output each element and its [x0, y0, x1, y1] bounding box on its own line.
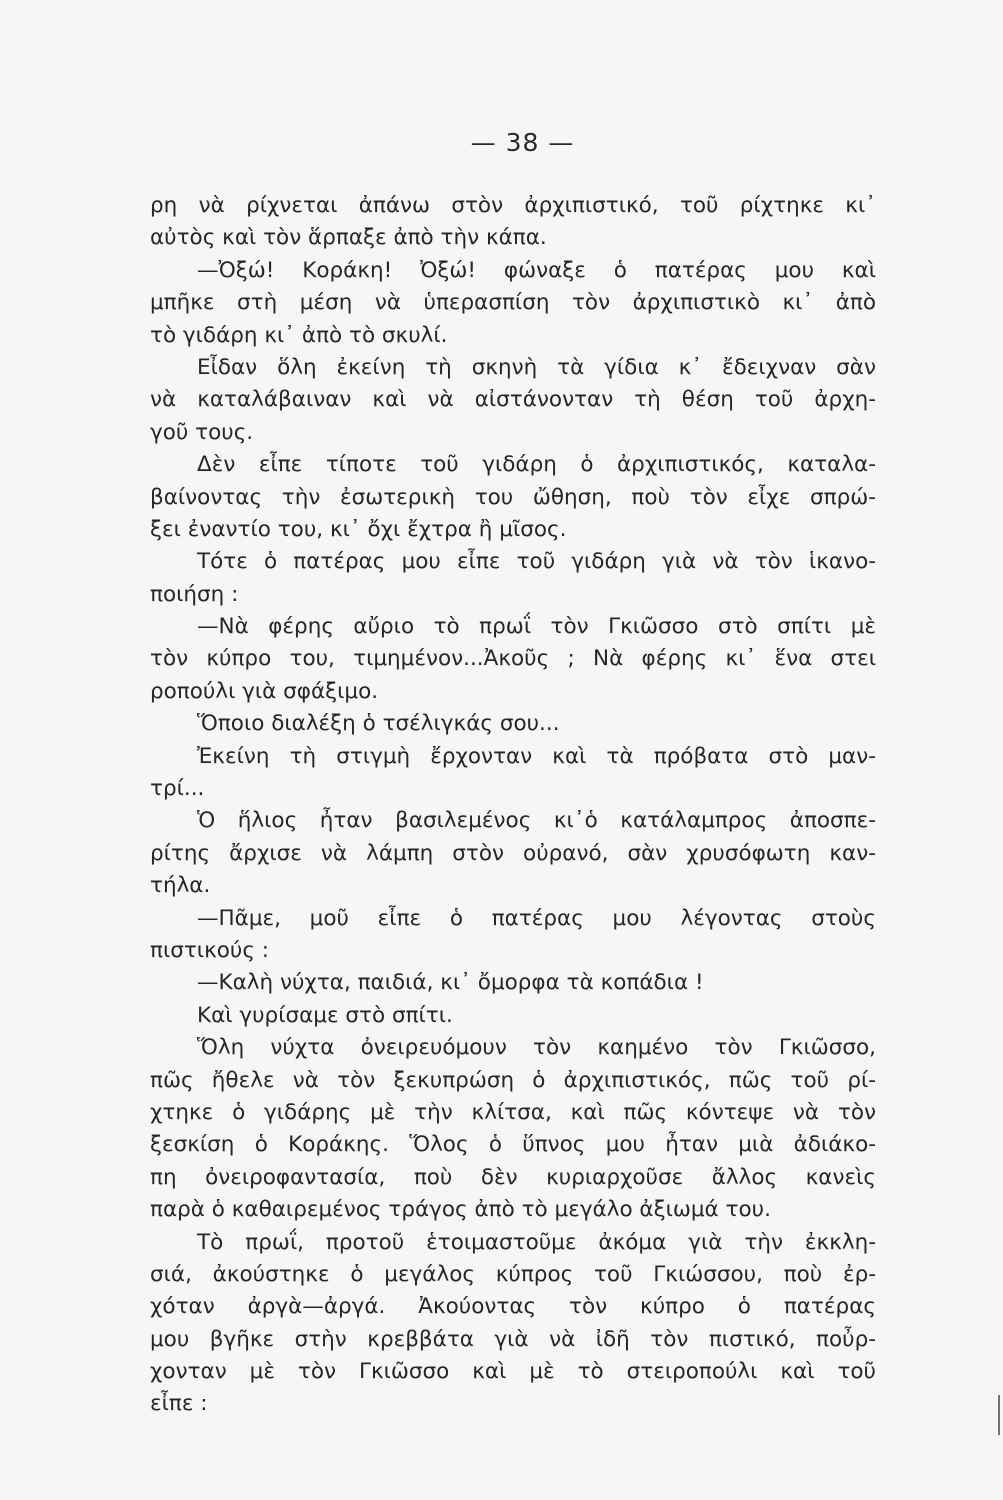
text-line: βαίνοντας τὴν ἐσωτερικὴ του ὤθηση, ποὺ τὸν εἶχε σπρώ- — [150, 484, 876, 510]
text-line: Ὅποιο διαλέξη ὁ τσέλιγκάς σου... — [197, 711, 560, 737]
text-line: αὐτὸς καὶ τὸν ἅρπαξε ἀπὸ τὴν κάπα. — [150, 225, 547, 251]
text-line: ρη νὰ ρίχνεται ἀπάνω στὸν ἀρχιπιστικό, τοῦ ρίχτηκε κι᾿ — [150, 193, 876, 218]
text-line: Ἐκείνη τὴ στιγμὴ ἔρχονταν καὶ τὰ πρόβατα στὸ μαν- — [197, 743, 876, 769]
text-line: χόταν ἀργὰ—ἀργά. Ἀκούοντας τὸν κύπρο ὁ πατέρας — [150, 1294, 876, 1320]
text-line: πιστικούς : — [150, 937, 270, 963]
text-line: τήλα. — [150, 873, 211, 899]
text-line: παρὰ ὁ καθαιρεμένος τράγος ἀπὸ τὸ μεγάλο ἀξιωμά του. — [150, 1197, 771, 1223]
text-line: Καὶ γυρίσαμε στὸ σπίτι. — [197, 1002, 453, 1028]
body-text — [150, 190, 876, 1421]
scan-edge-mark — [998, 1395, 1000, 1435]
text-line: —Ὀξώ! Κοράκη! Ὀξώ! φώναξε ὁ πατέρας μου καὶ — [197, 257, 876, 283]
text-line: —Νὰ φέρης αὔριο τὸ πρωΐ τὸν Γκιῶσσο στὸ σπίτι μὲ — [197, 614, 876, 640]
text-line: ποιήση : — [150, 581, 239, 607]
text-line: τρί... — [150, 776, 205, 802]
text-line: Ὅλη νύχτα ὀνειρευόμουν τὸν καημένο τὸν Γκιῶσσο, — [197, 1035, 876, 1061]
text-line: γοῦ τους. — [150, 419, 254, 445]
text-line: ξεσκίση ὁ Κοράκης. Ὅλος ὁ ὕπνος μου ἦταν μιὰ ἀδιάκο- — [150, 1132, 876, 1158]
text-line: τὸν κύπρο του, τιμημένον...Ἀκοῦς ; Νὰ φέρης κι᾿ ἕνα στει — [150, 646, 876, 672]
text-line: σιά, ἀκούστηκε ὁ μεγάλος κύπρος τοῦ Γκιώσσου, ποὺ ἐρ- — [150, 1261, 876, 1287]
text-line: —Πᾶμε, μοῦ εἶπε ὁ πατέρας μου λέγοντας στοὺς — [197, 905, 876, 931]
text-line: νὰ καταλάβαιναν καὶ νὰ αἰστάνονταν τὴ θέση τοῦ ἀρχη- — [150, 387, 876, 413]
text-line: ξει ἐναντίο του, κι᾿ ὄχι ἔχτρα ἢ μῖσος. — [150, 516, 567, 542]
page-number: — 38 — — [470, 128, 575, 157]
text-line: μπῆκε στὴ μέση νὰ ὑπερασπίση τὸν ἀρχιπιστικὸ κι᾿ ἀπὸ — [150, 290, 876, 316]
text-line: ροπούλι γιὰ σφάξιμο. — [150, 678, 379, 704]
text-line: πῶς ἤθελε νὰ τὸν ξεκυπρώση ὁ ἀρχιπιστικός, πῶς τοῦ ρί- — [150, 1067, 876, 1093]
text-line: μου βγῆκε στὴν κρεββάτα γιὰ νὰ ἰδῆ τὸν πιστικό, ποὖρ- — [150, 1326, 876, 1352]
text-line: Εἶδαν ὅλη ἐκείνη τὴ σκηνὴ τὰ γίδια κ᾿ ἔδειχναν σὰν — [197, 354, 876, 380]
text-line: Τὸ πρωΐ, προτοῦ ἑτοιμαστοῦμε ἀκόμα γιὰ τὴν ἐκκλη- — [197, 1229, 876, 1255]
text-line: ρίτης ἄρχισε νὰ λάμπη στὸν οὐρανό, σὰν χρυσόφωτη καν- — [150, 840, 876, 866]
text-line: εἶπε : — [150, 1391, 208, 1417]
text-line: χονταν μὲ τὸν Γκιῶσσο καὶ μὲ τὸ στειροπούλι καὶ τοῦ — [150, 1359, 876, 1385]
text-line: τὸ γιδάρη κι᾿ ἀπὸ τὸ σκυλί. — [150, 322, 448, 348]
text-line: Δὲν εἶπε τίποτε τοῦ γιδάρη ὁ ἀρχιπιστικός, καταλα- — [197, 452, 876, 478]
text-line: πη ὀνειροφαντασία, ποὺ δὲν κυριαρχοῦσε ἄλλος κανεὶς — [150, 1164, 876, 1190]
text-line: χτηκε ὁ γιδάρης μὲ τὴν κλίτσα, καὶ πῶς κόντεψε νὰ τὸν — [150, 1099, 876, 1125]
text-line: Ὁ ἥλιος ἦταν βασιλεμένος κι᾿ὁ κατάλαμπρος ἀποσπε- — [197, 808, 876, 834]
text-line: Τότε ὁ πατέρας μου εἶπε τοῦ γιδάρη γιὰ νὰ τὸν ἱκανο- — [197, 549, 876, 575]
text-line: —Καλὴ νύχτα, παιδιά, κι᾿ ὄμορφα τὰ κοπάδια ! — [197, 970, 704, 996]
